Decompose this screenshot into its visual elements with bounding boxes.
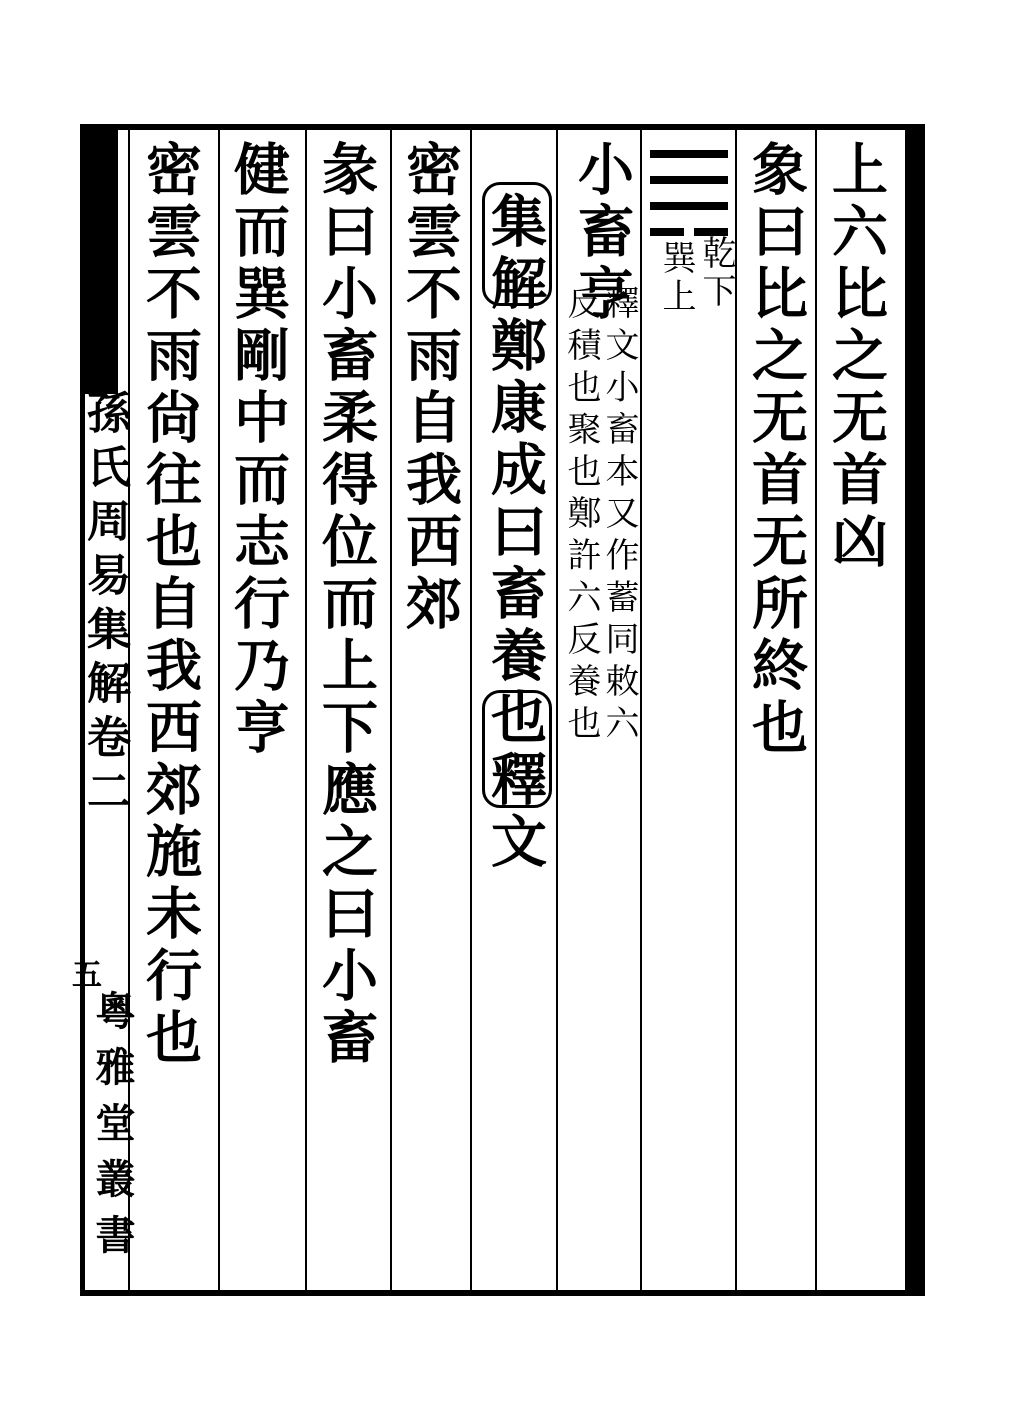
annotation-line-2: 反積也聚也鄭許六反養也 [561, 285, 601, 747]
publisher-name: 粵雅堂叢書 [89, 990, 136, 1270]
text-column-7: 密雲不雨尙往也自我西郊施未行也 [137, 140, 203, 1070]
text-column-6: 健而巽剛中而志行乃亨 [225, 140, 291, 760]
column-rule [470, 124, 472, 1296]
text-column-jijie: 集解鄭康成曰畜養也釋文 [482, 192, 548, 874]
column-rule [556, 124, 558, 1296]
text-column-2: 象曰比之无首无所終也 [743, 140, 809, 760]
annotation-line-1: 釋文小畜本又作蓄同敕六 [599, 285, 639, 747]
text-column-xiaochu: 小畜亨 [569, 140, 635, 326]
text-column-1: 上六比之无首凶 [823, 140, 889, 574]
column-rule [390, 124, 392, 1296]
text-column-5: 彖曰小畜柔得位而上下應之曰小畜 [313, 140, 379, 1070]
column-rule [305, 124, 307, 1296]
spine-band [80, 124, 118, 394]
column-rule [815, 124, 817, 1296]
text-column-4: 密雲不雨自我西郊 [397, 140, 463, 636]
lower-trigram-label: 乾下 [696, 235, 736, 311]
column-rule [640, 124, 642, 1296]
frame-right-bar [905, 124, 925, 1296]
page-number: 五 [72, 958, 102, 993]
column-rule [218, 124, 220, 1296]
spine-title: 孫氏周易集解卷二 [79, 390, 130, 822]
upper-trigram-label: 巽上 [656, 240, 696, 316]
